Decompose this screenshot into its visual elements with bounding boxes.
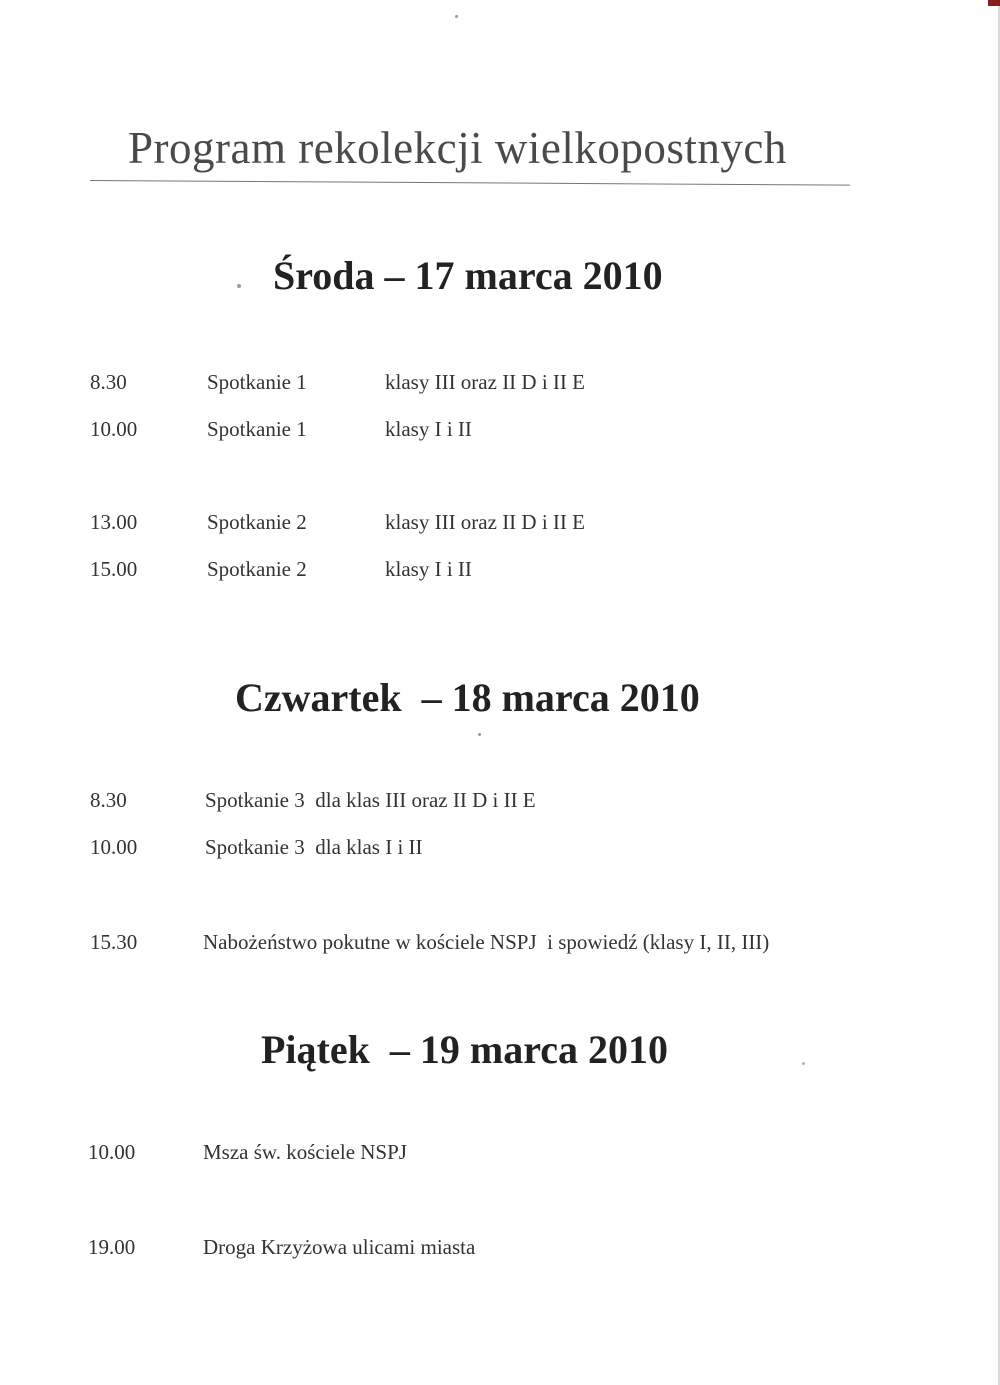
row-time: 19.00 <box>88 1235 136 1259</box>
row-time: 10.00 <box>90 835 138 859</box>
day-heading-wednesday: Środa – 17 marca 2010 <box>273 253 663 298</box>
day-heading-thursday: Czwartek – 18 marca 2010 <box>235 675 700 720</box>
row-event: Spotkanie 1 <box>207 417 307 441</box>
scan-speck <box>802 1062 805 1065</box>
scan-speck <box>237 284 241 288</box>
row-event: Spotkanie 2 <box>207 510 307 534</box>
row-time: 8.30 <box>90 370 127 394</box>
row-event: Spotkanie 1 <box>207 370 307 394</box>
row-time: 15.30 <box>90 930 138 954</box>
row-time: 10.00 <box>88 1140 136 1164</box>
day-heading-friday: Piątek – 19 marca 2010 <box>261 1027 668 1072</box>
row-time: 13.00 <box>90 510 138 534</box>
row-event: Nabożeństwo pokutne w kościele NSPJ i spowiedź (klasy I, II, III) <box>203 930 770 954</box>
row-event: Spotkanie 3 dla klas III oraz II D i II E <box>205 788 536 812</box>
title-underline <box>90 180 850 186</box>
row-group: klasy I i II <box>385 557 472 581</box>
row-group: klasy III oraz II D i II E <box>385 510 585 534</box>
row-event: Msza św. kościele NSPJ <box>203 1140 407 1164</box>
row-time: 10.00 <box>90 417 138 441</box>
row-event: Droga Krzyżowa ulicami miasta <box>203 1235 476 1259</box>
row-time: 8.30 <box>90 788 127 812</box>
row-event: Spotkanie 2 <box>207 557 307 581</box>
scan-speck <box>478 733 481 736</box>
scan-speck <box>455 15 458 18</box>
page-corner-mark <box>988 0 1000 6</box>
row-group: klasy I i II <box>385 417 472 441</box>
document-title: Program rekolekcji wielkopostnych <box>128 123 787 173</box>
row-time: 15.00 <box>90 557 138 581</box>
row-event: Spotkanie 3 dla klas I i II <box>205 835 423 859</box>
row-group: klasy III oraz II D i II E <box>385 370 585 394</box>
